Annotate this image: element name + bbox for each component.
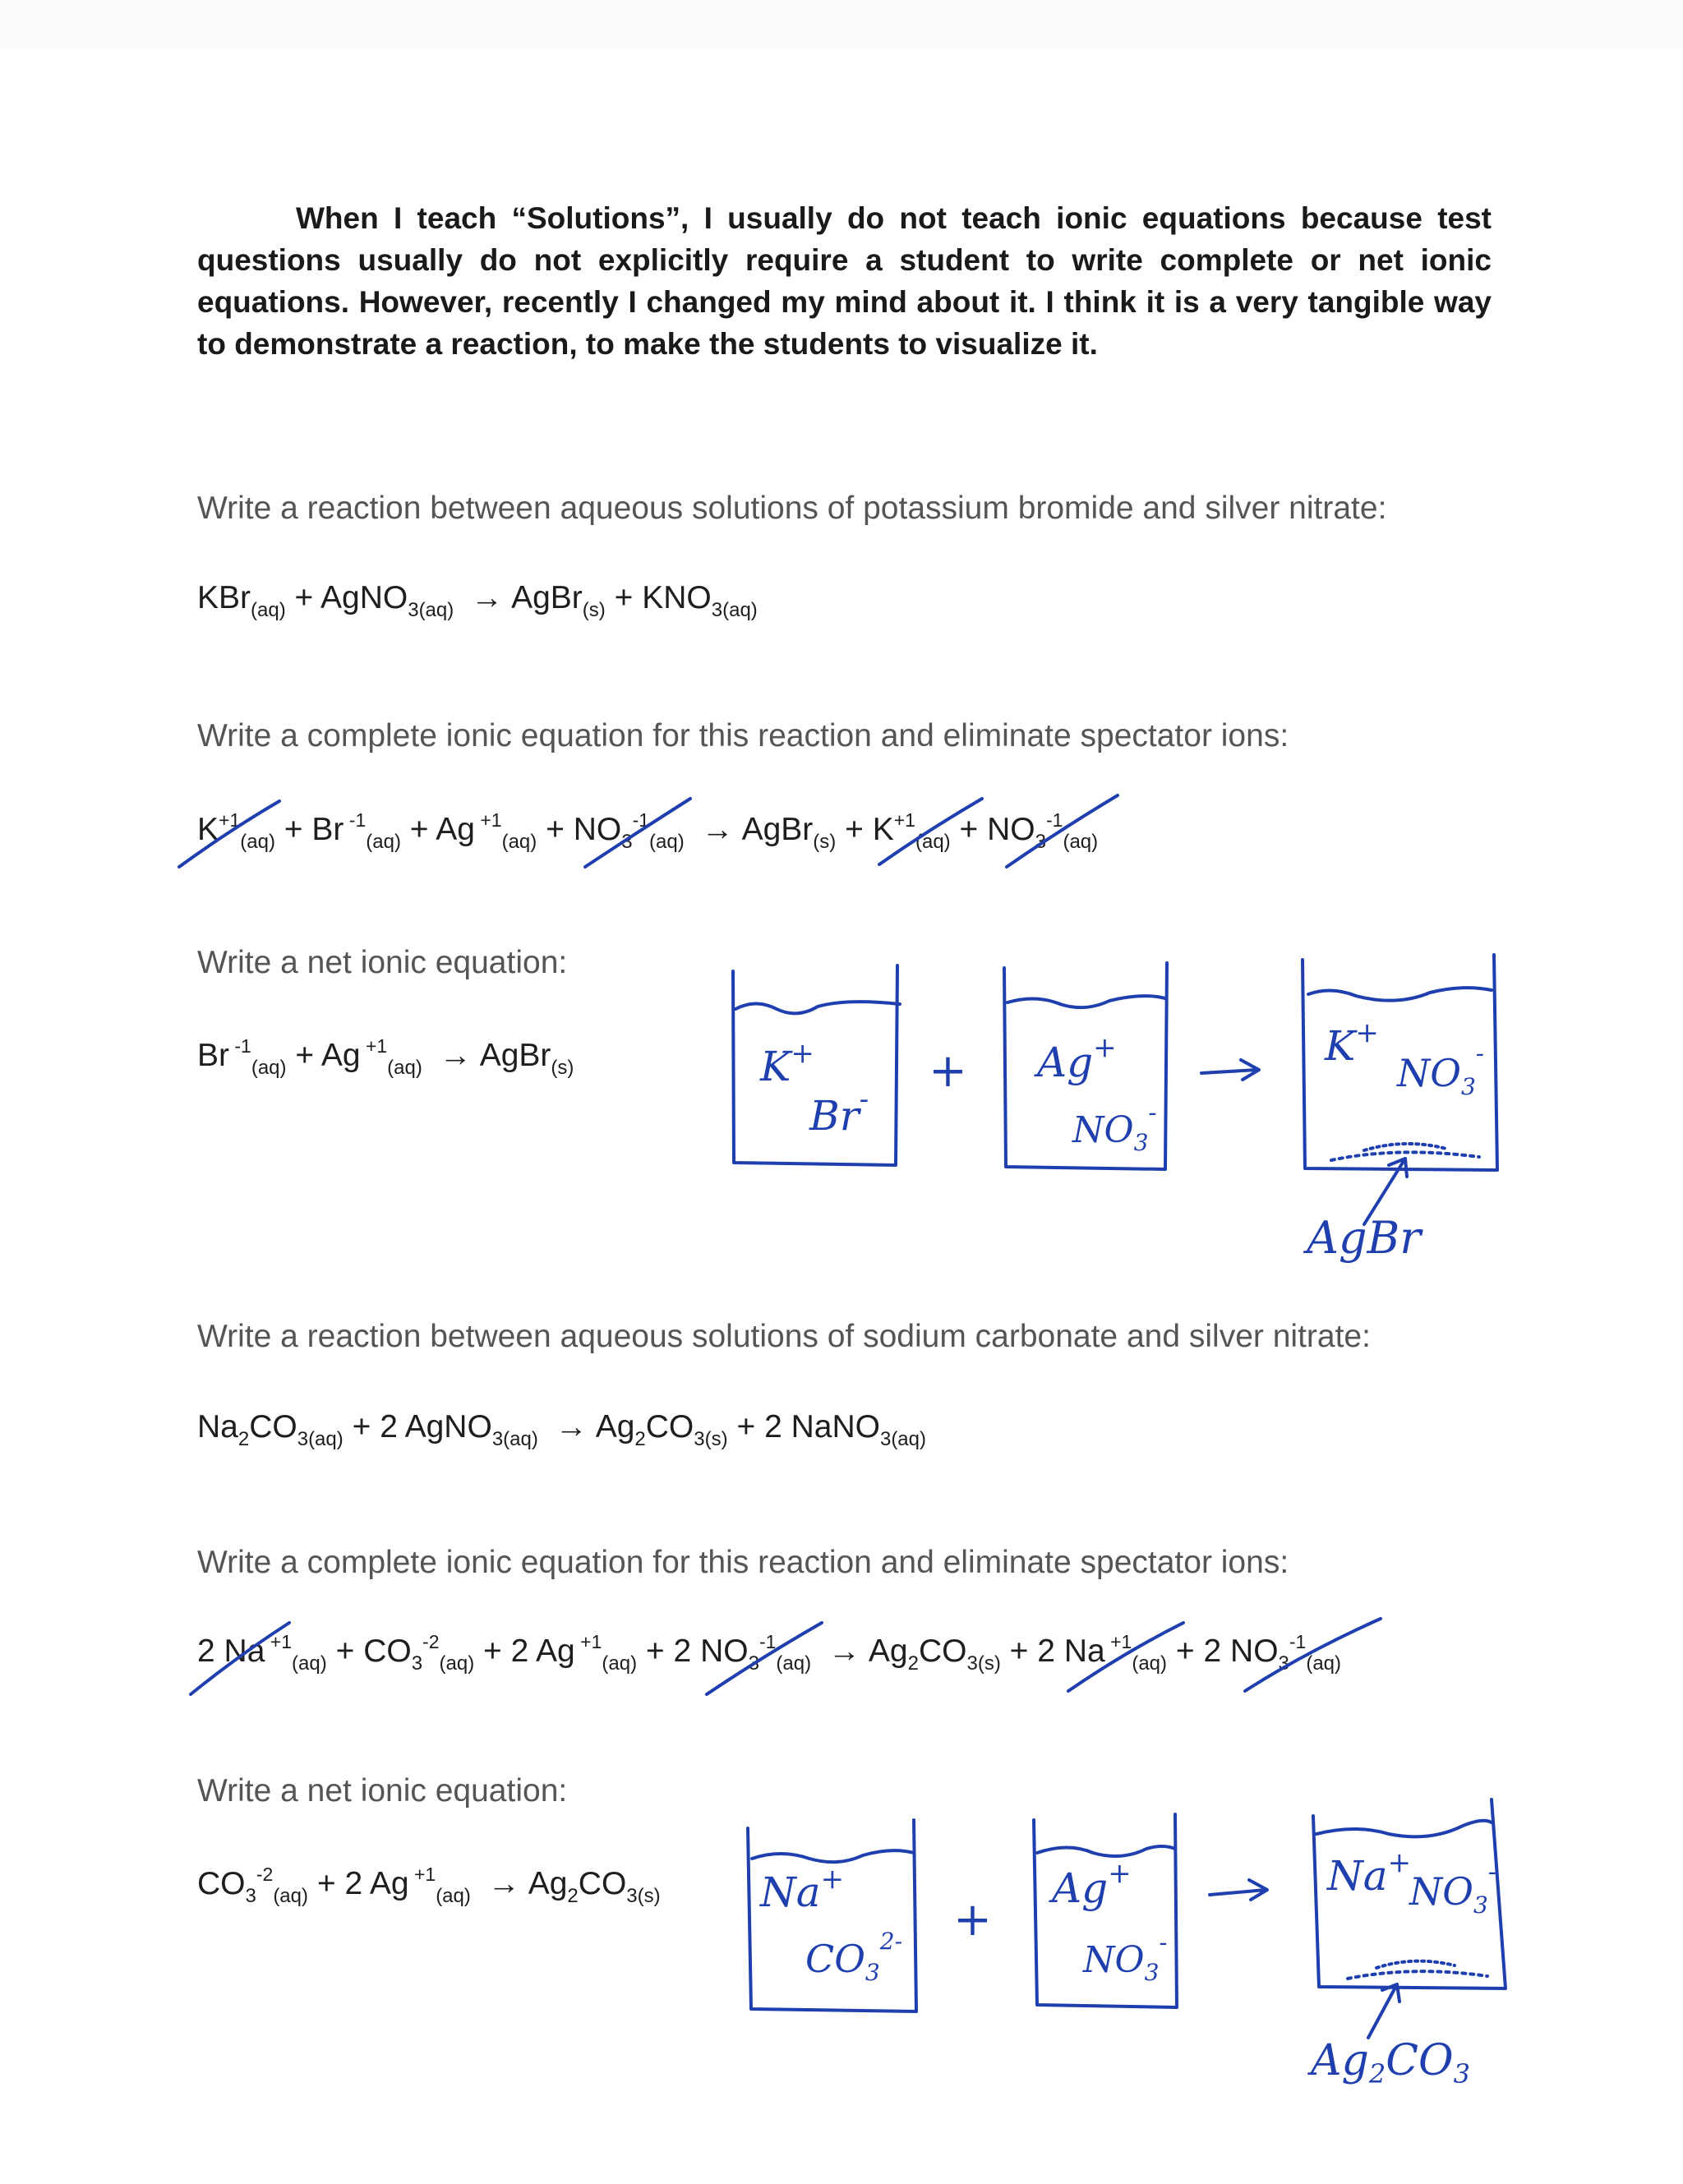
hw-na-4: Na+ [760,1863,845,1916]
hw-agbr-label: AgBr [1307,1212,1422,1264]
beaker-2-outline [1004,963,1167,1169]
reaction-arrow-2 [1210,1880,1267,1900]
beaker-1-outline [733,965,897,1165]
beaker-4-liquid [752,1850,914,1862]
hw-br-1: Br- [809,1083,869,1140]
hw-k-1: K+ [760,1037,814,1090]
molecular-equation-1: KBr$_{(aq)}$ + AgNO$_{3(aq)}$ → AgBr$_{(s)}$ + $KNO_{3(aq)}$ [197,580,758,621]
intro-text: When I teach “Solutions”, I usually do not teach ionic equations because test questions usually do not explicitly require a student to write complete or net ionic equations. However, recently I changed my mind about it. I think it is a very tangible way to demonstrate a reaction, to make the students to visualize it. [197,201,1492,361]
prompt-net-1: Write a net ionic equation: [197,945,568,980]
hw-no3-3: $NO_3^-$ [1397,1039,1484,1100]
complete-ionic-equation-1: $K^{+1}_{(aq)} + Br$ $^{-1}_{(aq)}$ + Ag $^{+1}_{(aq)} + NO_3^{-1}_{(aq)}$ → AgBr$_{(s)}$ + $K^{+1}_{(aq)} + NO_3^{-1}_{(aq)}$ [197,809,1099,853]
hw-ag-1: Ag+ [1037,1031,1117,1086]
molecular-equation-2: $Na_2CO_{3(aq)} + 2$ AgNO$_{3(aq)}$ → $Ag_2CO_{3(s)} + 2$ NaNO$_{3(aq)}$ [197,1409,926,1450]
prompt-net-2: Write a net ionic equation: [197,1773,568,1808]
beaker-6-liquid [1316,1821,1492,1837]
reaction-arrow-1 [1201,1060,1259,1080]
beaker-3-liquid [1308,988,1492,1001]
intro-paragraph [197,197,1492,365]
beaker-6-outline [1313,1799,1505,1988]
beaker-1-liquid [735,1002,900,1013]
prompt-reaction-1: Write a reaction between aqueous solutions of potassium bromide and silver nitrate: [197,491,1387,526]
hw-plus-1: + [929,1044,967,1098]
hw-no3-6: $NO_3^-$ [1409,1858,1496,1919]
spectator-k: K [197,812,219,847]
hw-co3-4: $CO_3^{2-}$ [805,1928,903,1986]
net-ionic-equation-1: Br $^{-1}_{(aq)}$ + Ag $^{+1}_{(aq)}$ → AgBr$_{(s)}$ [197,1035,574,1079]
hw-ag-5: Ag+ [1052,1857,1132,1912]
beaker-5-liquid [1037,1846,1175,1856]
precipitate-arrow-2 [1368,1984,1399,2038]
beaker-3-outline [1303,955,1497,1170]
prompt-complete-1: Write a complete ionic equation for this reaction and eliminate spectator ions: [197,718,1289,753]
hw-ag2co3-label: Ag2CO3 [1311,2036,1470,2090]
beaker-2-liquid [1007,996,1165,1007]
precipitate-arrow-1 [1364,1159,1407,1224]
spectator-no3: NO [573,812,622,847]
complete-ionic-equation-2: 2 Na $^{+1}_{(aq)} + CO_3^{-2}_{(aq)} + 2$ Ag $^{+1}_{(aq)}$ + 2 $NO_3^{-1}_{(aq)} \to Ag_2CO_{3(s)} + 2$ Na $^{+1}_{(aq)}$ + 2 $NO_3^{-1}_{(aq)}$ [197,1631,1342,1675]
beaker-5-outline [1034,1814,1177,2007]
hw-na-6: Na+ [1327,1846,1412,1900]
hw-plus-2: + [953,1893,992,1947]
hw-no3-1: $NO_3^-$ [1072,1099,1157,1156]
precipitate-1 [1331,1152,1479,1160]
net-ionic-equation-2: $CO_3^{-2}_{(aq)} + 2$ Ag $^{+1}_{(aq)} \to Ag_2CO_{3(s)}$ [197,1864,661,1907]
precipitate-2 [1348,1971,1487,1979]
prompt-reaction-2: Write a reaction between aqueous solutions of sodium carbonate and silver nitrate: [197,1319,1371,1354]
precipitate-1b [1364,1144,1446,1150]
beaker-4-outline [748,1820,916,2011]
prompt-complete-2: Write a complete ionic equation for this reaction and eliminate spectator ions: [197,1545,1289,1580]
precipitate-2b [1376,1961,1455,1968]
hw-no3-5: $NO_3^-$ [1083,1928,1168,1986]
hw-k-3: K+ [1325,1016,1379,1070]
